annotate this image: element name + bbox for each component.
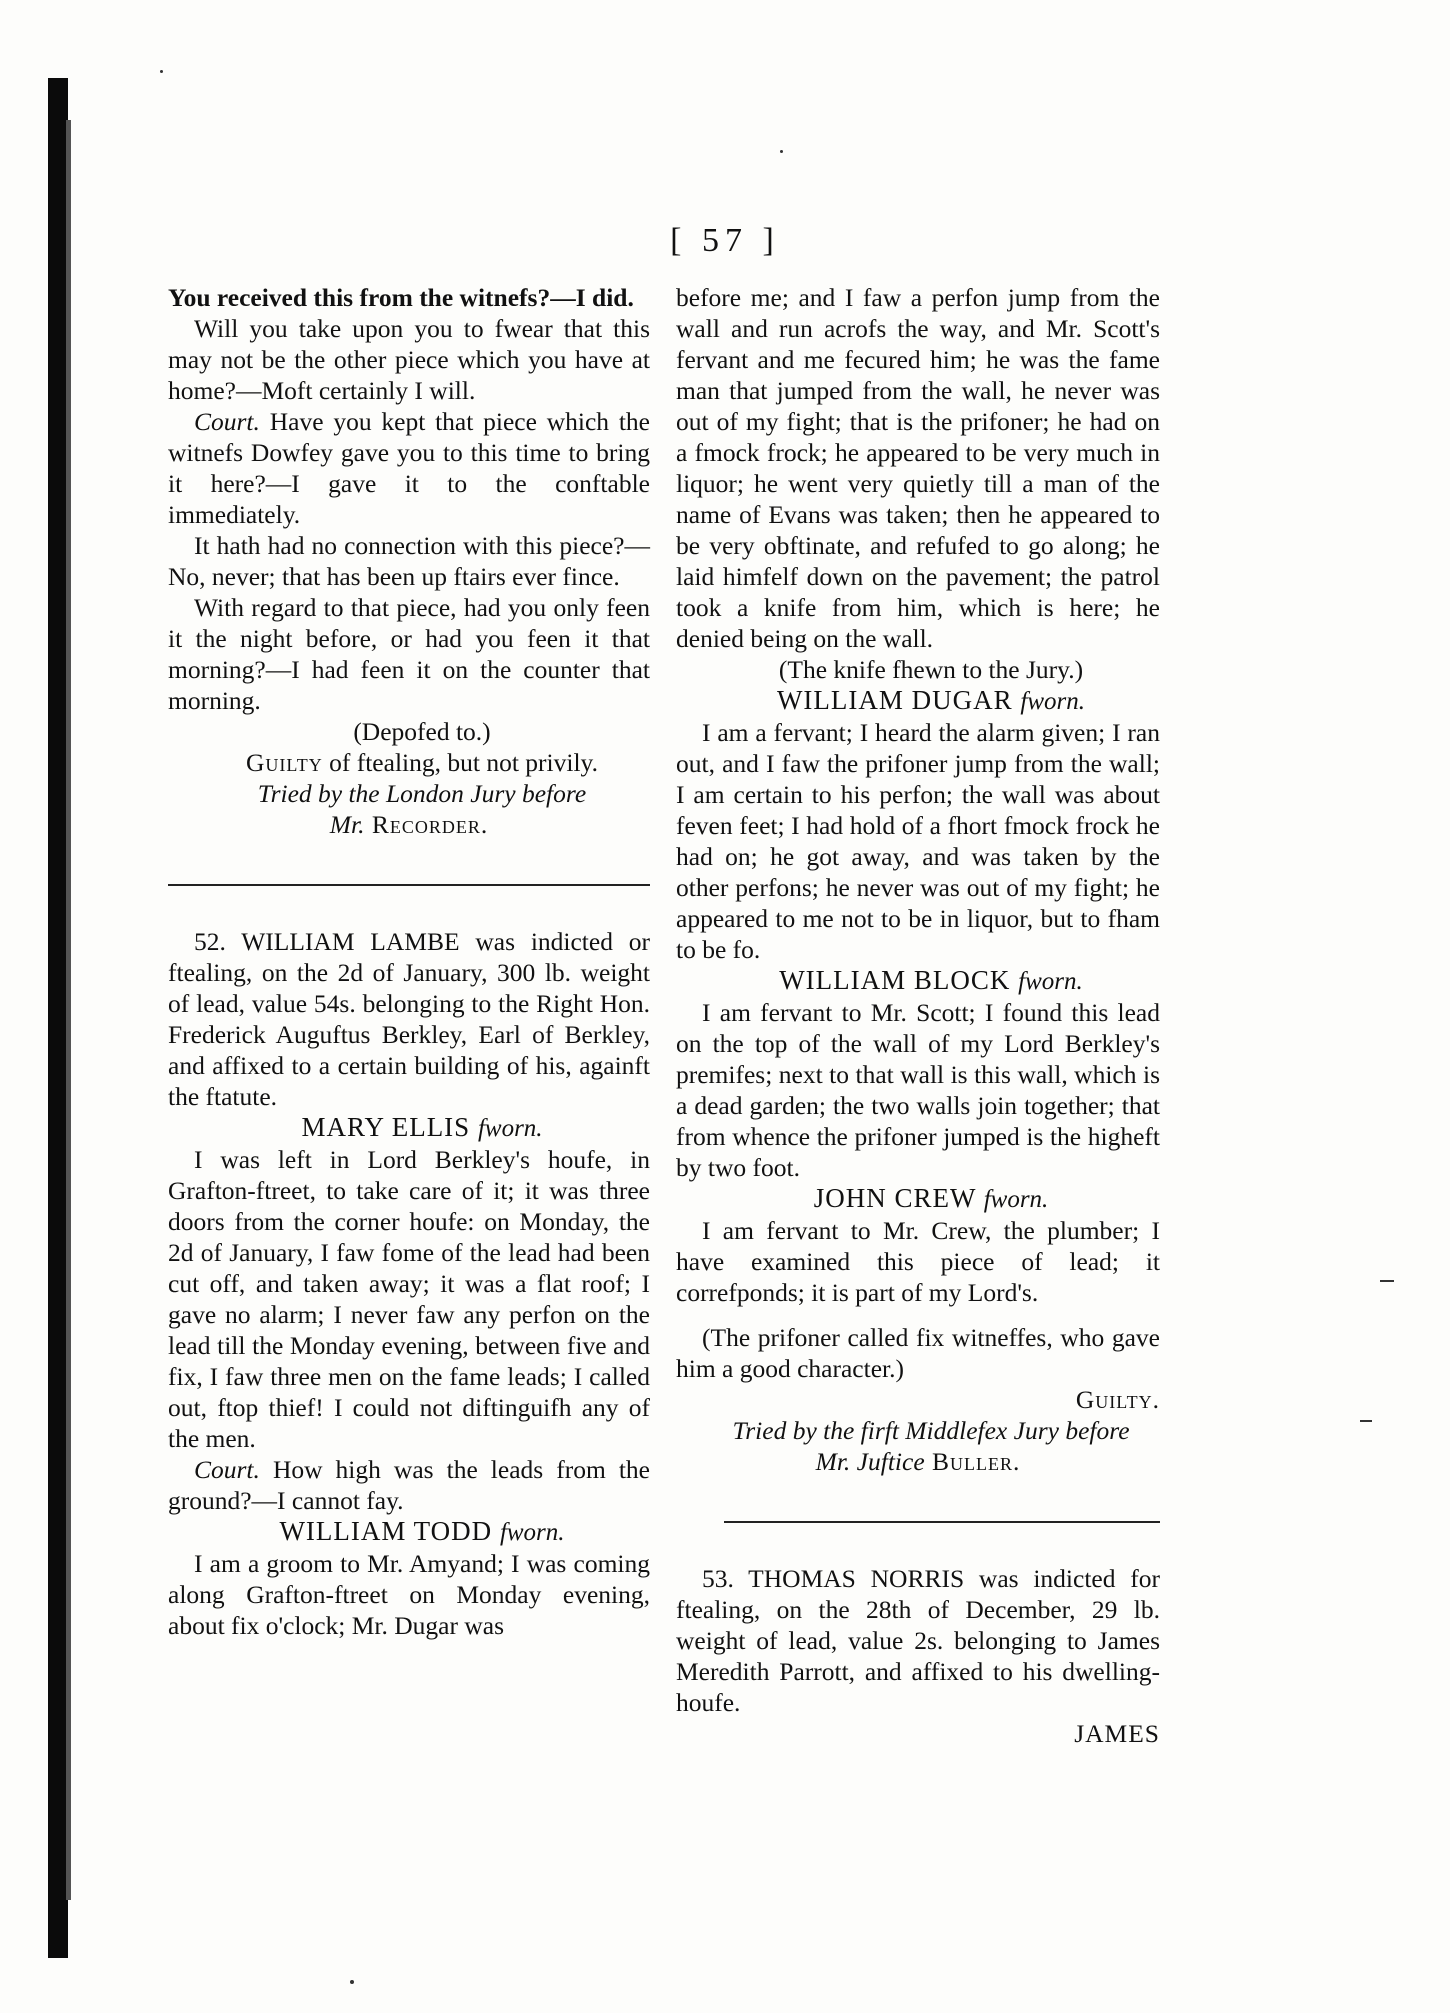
- witness-heading: [168, 1112, 650, 1144]
- witness-name: JOHN CREW: [813, 1183, 976, 1213]
- testimony: I am fervant to Mr. Crew, the plumber; I have examined this piece of lead; it correfponds; it is part of my Lord's.: [676, 1216, 1160, 1307]
- witness-name: MARY ELLIS: [301, 1112, 471, 1142]
- speck: [350, 1980, 354, 1984]
- case-indictment: 52. WILLIAM LAMBE was indicted or ftealing, on the 2d of January, 300 lb. weight of lead, value 54s. belonging to the Right Hon. Frederick Auguftus Berkley, Earl of Berkley, and affixed to a certain building of his, againft the ftatute.: [168, 927, 650, 1111]
- verdict: [168, 747, 650, 778]
- paragraph: [168, 1454, 650, 1516]
- speck: [780, 150, 783, 153]
- section-divider: [724, 1521, 1160, 1523]
- testimony: I was left in Lord Berkley's houfe, in Grafton-ftreet, to take care of it; it was three doors from the corner houfe: on Monday, the 2d of January, I faw fome of the lead had been cut off, and taken away; it was a flat roof; I gave no alarm; I never faw any perfon on the lead till the Monday evening, between five and fix, I faw three men on the fame leads; I called out, ftop thief! I could not diftinguifh any of the men.: [168, 1145, 650, 1453]
- witness-heading: [676, 965, 1160, 997]
- sworn-label: fworn.: [1020, 688, 1086, 715]
- paragraph: You received this from the witnefs?—I did.: [168, 283, 634, 312]
- verdict-rest: of ftealing, but not privily.: [322, 748, 598, 777]
- witness-heading: [676, 685, 1160, 717]
- speck: [1380, 1280, 1394, 1282]
- paragraph: With regard to that piece, had you only feen it the night before, or had you feen it that morning?—I had feen it on the counter that morning.: [168, 593, 650, 715]
- verdict: Guilty.: [1075, 1385, 1160, 1414]
- judge-name: Buller.: [924, 1447, 1021, 1476]
- paragraph-text: How high was the leads from the ground?—I cannot fay.: [168, 1455, 650, 1515]
- section-divider: [168, 884, 650, 886]
- sworn-label: fworn.: [983, 1186, 1049, 1213]
- witness-heading: [168, 1516, 650, 1548]
- paragraph: Will you take upon you to fwear that this may not be the other piece which you have at home?—Moft certainly I will.: [168, 314, 650, 405]
- testimony: I am a groom to Mr. Amyand; I was coming along Grafton-ftreet on Monday evening, about fix o'clock; Mr. Dugar was: [168, 1549, 650, 1640]
- testimony-continued: before me; and I faw a perfon jump from the wall and run acrofs the way, and Mr. Scott's fervant and me fecured him; he was the fame man that jumped from the wall, he never was out of my fight; that is the prifoner; he had on a fmock frock; he appeared to be very much in liquor; he went very quietly till a man of the name of Evans was taken; then he appeared to be very obftinate, and refufed to go along; he laid himfelf down on the pavement; the patrol took a knife from him, which is here; he denied being on the wall.: [676, 283, 1160, 653]
- knife-note: (The knife fhewn to the Jury.): [778, 655, 1084, 684]
- tried-line: Tried by the London Jury before: [257, 779, 587, 808]
- sworn-label: fworn.: [477, 1115, 543, 1142]
- tried-mr: Mr. Juftice: [815, 1447, 925, 1476]
- tried-line: Tried by the firft Middlefex Jury before: [732, 1416, 1130, 1445]
- binding-shadow: [48, 78, 68, 1958]
- tried-by: [168, 778, 650, 840]
- judge-name: Recorder.: [364, 810, 489, 839]
- speck: [1360, 1420, 1372, 1422]
- right-column: [676, 282, 1160, 1749]
- speaker-label: Court.: [194, 407, 260, 436]
- prisoner-note: (The prifoner called fix witneffes, who gave him a good character.): [676, 1323, 1160, 1383]
- paragraph: It hath had no connection with this piece?—No, never; that has been up ftairs ever fince.: [168, 531, 650, 591]
- deposed-note: (Depofed to.): [353, 717, 491, 746]
- witness-name: WILLIAM BLOCK: [779, 965, 1011, 995]
- case-indictment: 53. THOMAS NORRIS was indicted for ftealing, on the 28th of December, 29 lb. weight of lead, value 2s. belonging to James Meredith Parrott, and affixed to his dwelling-houfe.: [676, 1564, 1160, 1717]
- witness-name: WILLIAM TODD: [279, 1516, 493, 1546]
- testimony: I am a fervant; I heard the alarm given; I ran out, and I faw the prifoner jump from the wall; I am certain to his perfon; the wall was about feven feet; I had hold of a fhort fmock frock he had on; he got away, and was taken by the other perfons; he never was out of my fight; he appeared to me not to be in liquor, but to fham to be fo.: [676, 718, 1160, 964]
- paragraph: [168, 406, 650, 530]
- sworn-label: fworn.: [499, 1519, 565, 1546]
- speaker-label: Court.: [194, 1455, 260, 1484]
- tried-by: [676, 1415, 1160, 1477]
- verdict-word: Guilty: [245, 748, 323, 777]
- tried-mr: Mr.: [329, 810, 365, 839]
- witness-name: WILLIAM DUGAR: [776, 685, 1013, 715]
- binding-shadow-inner: [66, 120, 71, 1900]
- witness-heading: [676, 1183, 1160, 1215]
- paragraph-text: Have you kept that piece which the witnefs Dowfey gave you to this time to bring it here?—I gave it to the conftable immediately.: [168, 407, 650, 529]
- testimony: I am fervant to Mr. Scott; I found this lead on the top of the wall of my Lord Berkley's premifes; next to that wall is this wall, which is a dead garden; the two walls join together; that from whence the prifoner jumped is the higheft by two foot.: [676, 998, 1160, 1182]
- speck: [160, 70, 163, 73]
- catchword: JAMES: [1074, 1719, 1160, 1748]
- left-column: [168, 282, 650, 1641]
- sworn-label: fworn.: [1018, 968, 1083, 995]
- page-number: [ 57 ]: [670, 222, 780, 259]
